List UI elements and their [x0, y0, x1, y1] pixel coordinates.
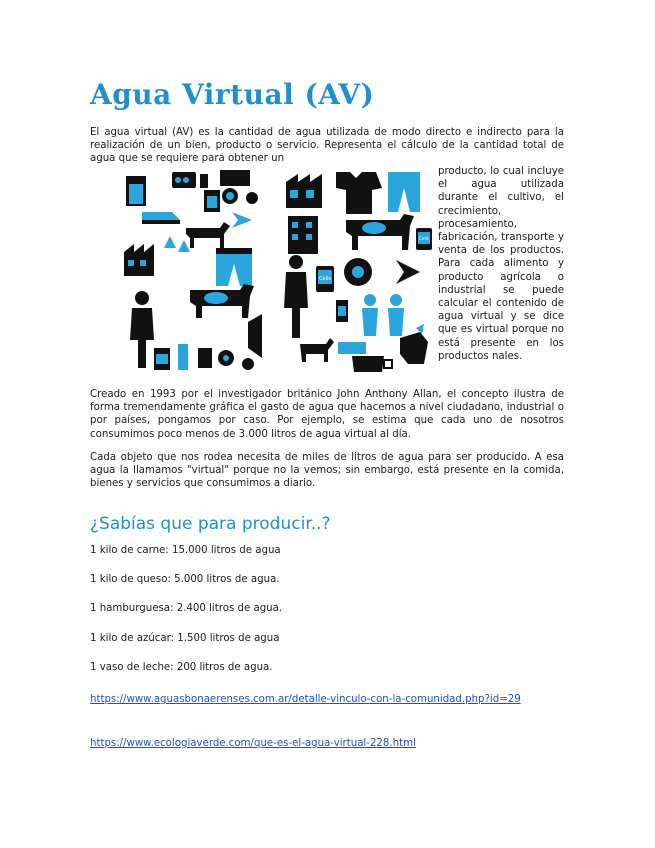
source-link-aguas-bonaerenses[interactable]: https://www.aguasbonaerenses.com.ar/detalle-vinculo-con-la-comunidad.php?id=29 [90, 694, 521, 705]
svg-text:Cells: Cells [319, 276, 331, 282]
objects-paragraph: Cada objeto que nos rodea necesita de miles de litros de agua para ser producido. A esa agua la llamamos "virtual" porque no la vemos; sin embargo, está presente en la comida, bienes y servicios que consumimos a diario. [90, 452, 564, 490]
history-paragraph: Creado en 1993 por el investigador británico John Anthony Allan, el concepto ilustra de forma tremendamente gráfica el gasto de agua que hacemos a nivel ciudadano, industrial o por países, pongamos por caso. Por ejemplo, se estima que cada uno de nosotros consumimos poco menos de 3.000 litros de agua virtual al día. [90, 389, 564, 440]
intro-paragraph: El agua virtual (AV) es la cantidad de agua utilizada de modo directo e indirecto para la realización de un bien, producto o servicio. Representa el cálculo de la cantidad total de agua que se requiere para obtener un [90, 127, 564, 165]
section-subtitle: ¿Sabías que para producir..? [90, 514, 331, 534]
source-link-ecologia-verde[interactable]: https://www.ecologiaverde.com/que-es-el-agua-virtual-228.html [90, 738, 416, 749]
illustration-left-panel [124, 170, 262, 370]
illustration-right-panel [284, 172, 432, 372]
fact-item: 1 kilo de carne: 15.000 litros de agua [90, 545, 281, 556]
fact-item: 1 kilo de queso: 5.000 litros de agua. [90, 574, 280, 585]
svg-text:Cells: Cells [418, 237, 430, 242]
side-paragraph: producto, lo cual incluye el agua utilizada durante el cultivo, el crecimiento, procesamiento, fabricación, transporte y venta de los productos. Para cada alimento y producto agrícola o industrial se puede calcular el contenido de agua virtual y se dice que es virtual porque no está presente en los productos nales. [438, 166, 564, 362]
fact-item: 1 hamburguesa: 2.400 litros de agua. [90, 603, 283, 614]
page-title: Agua Virtual (AV) [90, 78, 375, 111]
fact-item: 1 kilo de azúcar: 1.500 litros de agua [90, 633, 280, 644]
water-products-illustration [120, 168, 434, 372]
fact-item: 1 vaso de leche: 200 litros de agua. [90, 662, 273, 673]
